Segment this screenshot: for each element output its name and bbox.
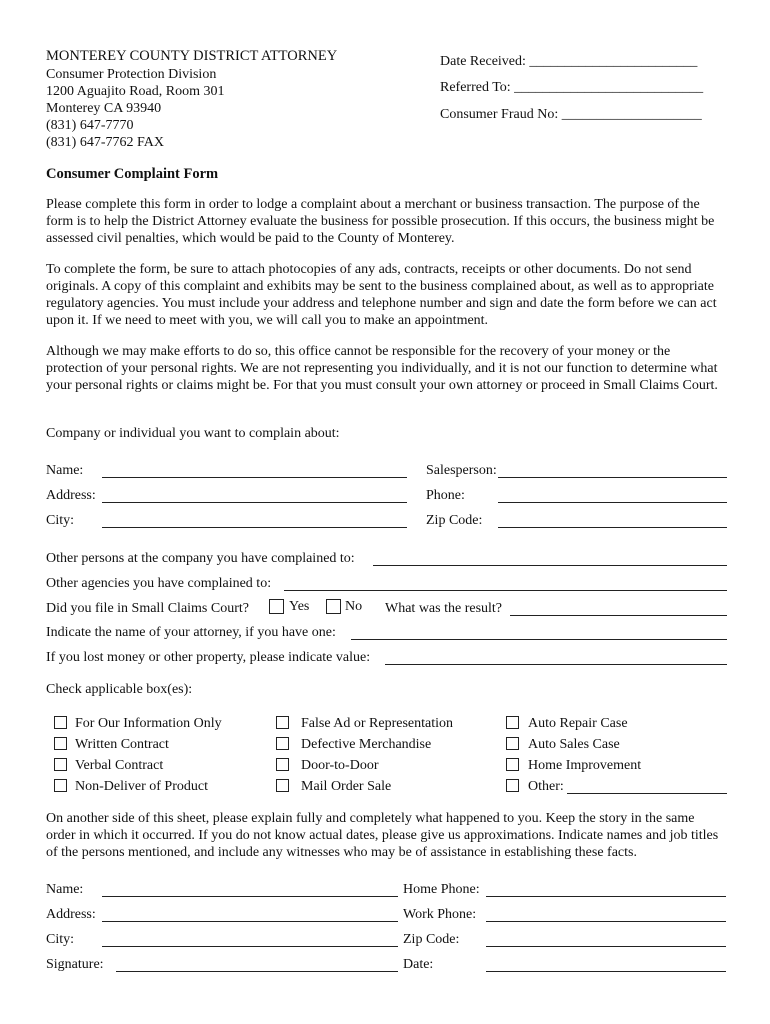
checkbox-other[interactable] [506,779,519,792]
complainant-city-label: City: [46,932,75,947]
checkbox-label: Verbal Contract [75,758,164,773]
checkbox-non-deliver-of-product[interactable] [54,779,67,792]
company-zip-label: Zip Code: [426,513,483,528]
other-line[interactable] [567,793,727,794]
lost-money-label: If you lost money or other property, please indicate value: [46,650,371,665]
checkbox-written-contract[interactable] [54,737,67,750]
complainant-zip-label: Zip Code: [403,932,460,947]
intro-paragraph: Please complete this form in order to lodge a complaint about a merchant or business transaction. The purpose of the form is to help the District Attorney evaluate the business for possible prosecution. If this occurs, the business might be assessed civil penalties, which would be paid to the County of Monterey. [46,197,715,246]
checkbox-verbal-contract[interactable] [54,758,67,771]
yes-label: Yes [289,599,310,614]
division: Consumer Protection Division [46,67,217,82]
company-zip-line[interactable] [498,527,727,528]
office-phone: (831) 647-7770 [46,118,134,133]
home-phone-line[interactable] [486,896,726,897]
checkbox-for-our-information-only[interactable] [54,716,67,729]
company-address-line[interactable] [102,502,407,503]
consumer-fraud-no: Consumer Fraud No: ____________________ [440,107,702,122]
complainant-city-line[interactable] [102,946,398,947]
other-agencies-label: Other agencies you have complained to: [46,576,272,591]
checkbox-false-ad[interactable] [276,716,289,729]
checkbox-door-to-door[interactable] [276,758,289,771]
company-phone-label: Phone: [426,488,465,503]
checkbox-label: Written Contract [75,737,169,752]
no-label: No [345,599,363,614]
checkbox-auto-sales-case[interactable] [506,737,519,750]
office-fax: (831) 647-7762 FAX [46,135,164,150]
referred-to: Referred To: ___________________________ [440,80,704,95]
lost-money-line[interactable] [385,664,727,665]
checkbox-home-improvement[interactable] [506,758,519,771]
signature-line[interactable] [116,971,398,972]
company-name-line[interactable] [102,477,407,478]
complainant-name-line[interactable] [102,896,398,897]
checkbox-label: Door-to-Door [301,758,379,773]
work-phone-line[interactable] [486,921,726,922]
date-line[interactable] [486,971,726,972]
office-city: Monterey CA 93940 [46,101,162,116]
salesperson-label: Salesperson: [426,463,497,478]
checkbox-label: Non-Deliver of Product [75,779,208,794]
complainant-address-line[interactable] [102,921,398,922]
form-title: Consumer Complaint Form [46,166,219,182]
company-phone-line[interactable] [498,502,727,503]
company-prompt: Company or individual you want to complain about: [46,426,340,441]
attorney-label: Indicate the name of your attorney, if you have one: [46,625,336,640]
company-name-label: Name: [46,463,84,478]
complainant-name-label: Name: [46,882,84,897]
result-label: What was the result? [385,601,503,616]
company-city-label: City: [46,513,75,528]
salesperson-line[interactable] [498,477,727,478]
no-checkbox[interactable] [326,599,341,614]
checkbox-label: Auto Repair Case [528,716,628,731]
checkbox-label: For Our Information Only [75,716,222,731]
attorney-line[interactable] [351,639,727,640]
date-label: Date: [403,957,434,972]
org-name: MONTEREY COUNTY DISTRICT ATTORNEY [46,48,338,64]
other-persons-line[interactable] [373,565,727,566]
explanation-paragraph: On another side of this sheet, please explain fully and completely what happened to you. Keep the story in the same order in which it occurred. If you do not know actual dates, please give us approximations. Indicate names and job titles of the persons mentioned, and include any witnesses who may be of assistance in establishing these facts. [46,811,719,860]
disclaimer-paragraph: Although we may make efforts to do so, this office cannot be responsible for the recovery of your money or the protection of your personal rights. We are not representing you individually, and it is not our function to determine what your personal rights or claims might be. For that you must consult your own attorney or proceed in Small Claims Court. [46,344,718,393]
complainant-zip-line[interactable] [486,946,726,947]
check-boxes-label: Check applicable box(es): [46,682,193,697]
work-phone-label: Work Phone: [403,907,477,922]
complainant-address-label: Address: [46,907,96,922]
checkbox-label: Defective Merchandise [301,737,432,752]
instructions-paragraph: To complete the form, be sure to attach photocopies of any ads, contracts, receipts or other documents. Do not send originals. A copy of this complaint and exhibits may be sent to the business complained about, as well as to appropriate regulatory agencies. You must include your address and telephone number and sign and date the form before we can act upon it. If we need to meet with you, we will call you to make an appointment. [46,262,717,328]
checkbox-auto-repair-case[interactable] [506,716,519,729]
other-persons-label: Other persons at the company you have complained to: [46,551,355,566]
small-claims-label: Did you file in Small Claims Court? [46,601,249,616]
checkbox-mail-order-sale[interactable] [276,779,289,792]
home-phone-label: Home Phone: [403,882,480,897]
checkbox-label: Auto Sales Case [528,737,620,752]
date-received: Date Received: ________________________ [440,54,698,69]
checkbox-label: Mail Order Sale [301,779,392,794]
checkbox-label: Home Improvement [528,758,642,773]
yes-checkbox[interactable] [269,599,284,614]
result-line[interactable] [510,615,727,616]
company-city-line[interactable] [102,527,407,528]
checkbox-label: False Ad or Representation [301,716,454,731]
other-agencies-line[interactable] [284,590,727,591]
checkbox-defective-merchandise[interactable] [276,737,289,750]
company-address-label: Address: [46,488,96,503]
office-address: 1200 Aguajito Road, Room 301 [46,84,225,99]
checkbox-label: Other: [528,779,564,794]
signature-label: Signature: [46,957,104,972]
